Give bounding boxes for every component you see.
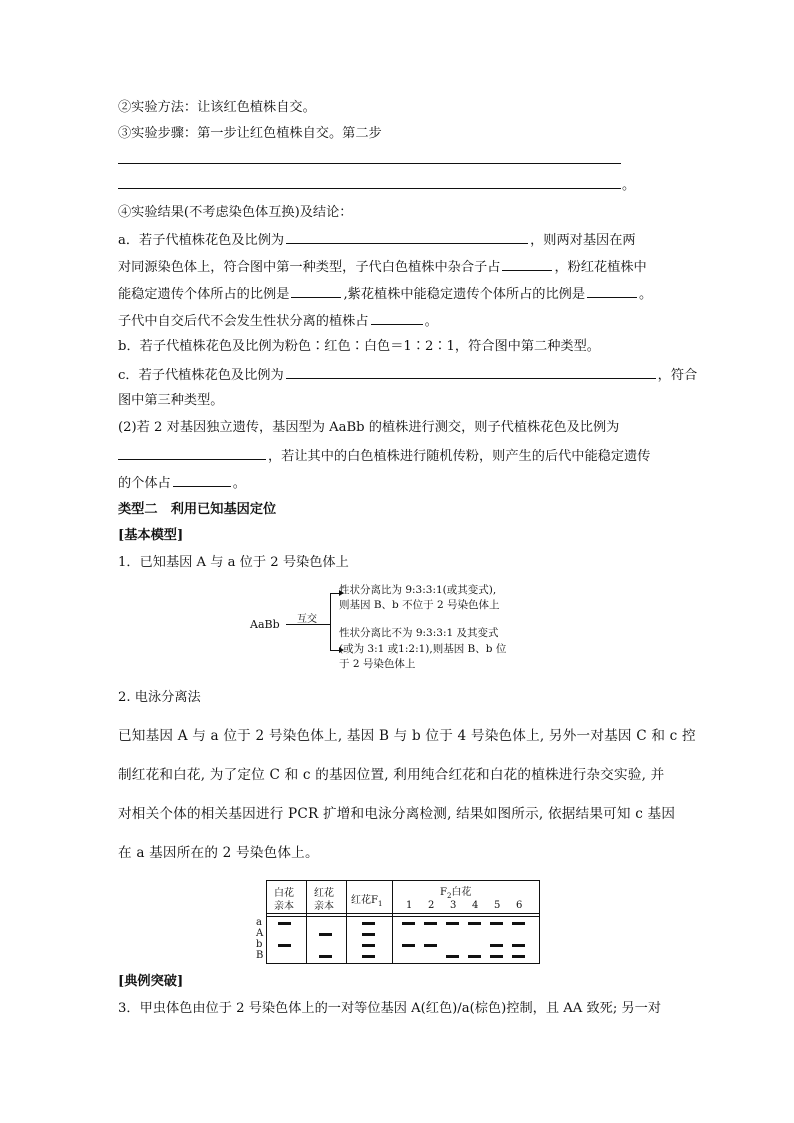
item-1-heading: 1．已知基因 A 与 a 位于 2 号染色体上	[118, 555, 349, 570]
line-result-a3	[118, 283, 652, 305]
subscript: 1	[377, 900, 383, 908]
gel-band	[319, 933, 332, 936]
gel-band	[468, 955, 481, 958]
gel-band	[362, 933, 375, 936]
row-label-b: b	[256, 939, 263, 950]
result-2-line-1: 性状分离比不为 9:3:3:1 及其变式	[339, 627, 499, 639]
paragraph-line-4: 在 a 基因所在的 2 号染色体上。	[118, 845, 319, 861]
gel-header-line	[266, 916, 540, 917]
item-2-heading: 2. 电泳分离法	[118, 690, 201, 705]
gel-divider	[392, 880, 393, 964]
text: 。	[232, 476, 246, 491]
gel-band	[362, 955, 375, 958]
lane-label-1: 1	[406, 900, 413, 911]
genotype-label: AaBb	[250, 618, 280, 631]
gel-figure	[252, 880, 542, 964]
line-question-2c	[118, 472, 246, 494]
lane-label-4: 4	[472, 900, 479, 911]
result-2-line-3: 于 2 号染色体上	[339, 658, 416, 670]
section-heading-type2: 类型二 利用已知基因定位	[118, 502, 277, 517]
line-result-c2: 图中第三种类型。	[118, 393, 224, 408]
line-result-b: b．若子代植株花色及比例为粉色∶红色∶白色＝1∶2∶1，符合图中第二种类型。	[118, 339, 600, 354]
answer-blank	[587, 283, 637, 298]
answer-blank	[286, 229, 528, 244]
gel-band	[319, 955, 332, 958]
branch-vertical	[330, 593, 331, 650]
text: c．若子代植株花色及比例为	[118, 368, 284, 383]
line-question-2b	[118, 445, 650, 467]
answer-blank-line	[118, 188, 621, 189]
gel-band	[362, 922, 375, 925]
text: 。	[639, 287, 653, 302]
cross-diagram	[248, 580, 568, 675]
answer-blank	[286, 364, 656, 379]
gel-band	[424, 922, 437, 925]
gel-header-line	[266, 913, 540, 914]
answer-blank	[371, 310, 423, 325]
section-basic-model: [基本模型]	[118, 528, 184, 543]
text: ,紫花植株中能稳定遗传个体所占的比例是	[343, 287, 586, 302]
header-red-parent-2: 亲本	[314, 901, 334, 912]
text: 。	[424, 314, 438, 329]
header-white-parent-2: 亲本	[274, 901, 294, 912]
gel-band	[446, 922, 459, 925]
result-1-line-1: 性状分离比为 9:3:3:1(或其变式),	[339, 584, 497, 596]
result-1-line-2: 则基因 B、b 不位于 2 号染色体上	[339, 599, 500, 611]
text: ，符合	[657, 368, 698, 383]
line-result-a1	[118, 229, 636, 251]
text: F	[440, 887, 447, 898]
gel-band	[512, 955, 525, 958]
row-label-A: A	[256, 928, 264, 939]
main-line	[286, 624, 330, 625]
gel-band	[278, 922, 291, 925]
lane-label-2: 2	[428, 900, 435, 911]
line-experiment-method: ②实验方法：让该红色植株自交。	[118, 100, 316, 115]
line-result-a4	[118, 310, 438, 332]
item-3-question: 3．甲虫体色由位于 2 号染色体上的一对等位基因 A(红色)/a(棕色)控制，且 AA 致死; 另一对	[118, 1001, 662, 1016]
text: a．若子代植株花色及比例为	[118, 233, 285, 248]
paragraph-line-3: 对相关个体的相关基因进行 PCR 扩增和电泳分离检测, 结果如图所示, 依据结果可知 c 基因	[118, 806, 676, 822]
line-result-c1	[118, 364, 697, 386]
text: ，粉红花植株中	[554, 260, 647, 275]
paragraph-line-2: 制红花和白花, 为了定位 C 和 c 的基因位置, 利用纯合红花和白花的植株进行杂交实验, 并	[118, 767, 665, 783]
header-white-parent-1: 白花	[274, 888, 294, 899]
answer-blank	[291, 283, 341, 298]
lane-label-6: 6	[516, 900, 523, 911]
gel-band	[362, 944, 375, 947]
answer-blank-line	[118, 163, 621, 164]
text: 红花F	[351, 895, 378, 906]
gel-divider	[346, 880, 347, 964]
gel-band	[402, 922, 415, 925]
gel-band	[468, 922, 481, 925]
line-experiment-steps: ③实验步骤：第一步让红色植株自交。第二步	[118, 126, 382, 141]
line-results-heading: ④实验结果(不考虑染色体互换)及结论：	[118, 205, 353, 220]
header-red-f1	[351, 891, 382, 908]
result-2-line-2: (或为 3:1 或1:2:1),则基因 B、b 位	[339, 643, 507, 655]
lane-label-5: 5	[494, 900, 501, 911]
answer-blank	[502, 256, 552, 271]
gel-band	[402, 944, 415, 947]
gel-band	[446, 955, 459, 958]
gel-band	[490, 944, 503, 947]
row-label-B: B	[256, 950, 264, 961]
section-example: [典例突破]	[118, 974, 184, 989]
gel-band	[490, 955, 503, 958]
gel-band	[278, 944, 291, 947]
text: 白花	[451, 887, 472, 898]
gel-divider	[306, 880, 307, 964]
gel-band	[490, 922, 503, 925]
answer-blank	[118, 445, 266, 460]
text: 子代中自交后代不会发生性状分离的植株占	[118, 314, 369, 329]
header-red-parent-1: 红花	[314, 888, 334, 899]
line-end-period: 。	[622, 178, 636, 193]
paragraph-line-1: 已知基因 A 与 a 位于 2 号染色体上, 基因 B 与 b 位于 4 号染色体上, 另外一对基因 C 和 c 控	[118, 728, 696, 744]
text: 的个体占	[118, 476, 171, 491]
subscript: 2	[446, 892, 452, 900]
text: ，则两对基因在两	[530, 233, 636, 248]
cross-label: 互交	[297, 614, 317, 625]
gel-band	[512, 944, 525, 947]
text: ，若让其中的白色植株进行随机传粉，则产生的后代中能稳定遗传	[268, 449, 651, 464]
line-question-2: (2)若 2 对基因独立遗传，基因型为 AaBb 的植株进行测交，则子代植株花色及比例为	[118, 420, 620, 435]
gel-band	[512, 922, 525, 925]
text: 能稳定遗传个体所占的比例是	[118, 287, 290, 302]
answer-blank	[173, 472, 231, 487]
gel-band	[424, 944, 437, 947]
lane-label-3: 3	[450, 900, 457, 911]
row-label-a: a	[256, 917, 262, 928]
text: 对同源染色体上，符合图中第一种类型，子代白色植株中杂合子占	[118, 260, 501, 275]
line-result-a2	[118, 256, 647, 278]
header-f2-white	[440, 883, 471, 900]
